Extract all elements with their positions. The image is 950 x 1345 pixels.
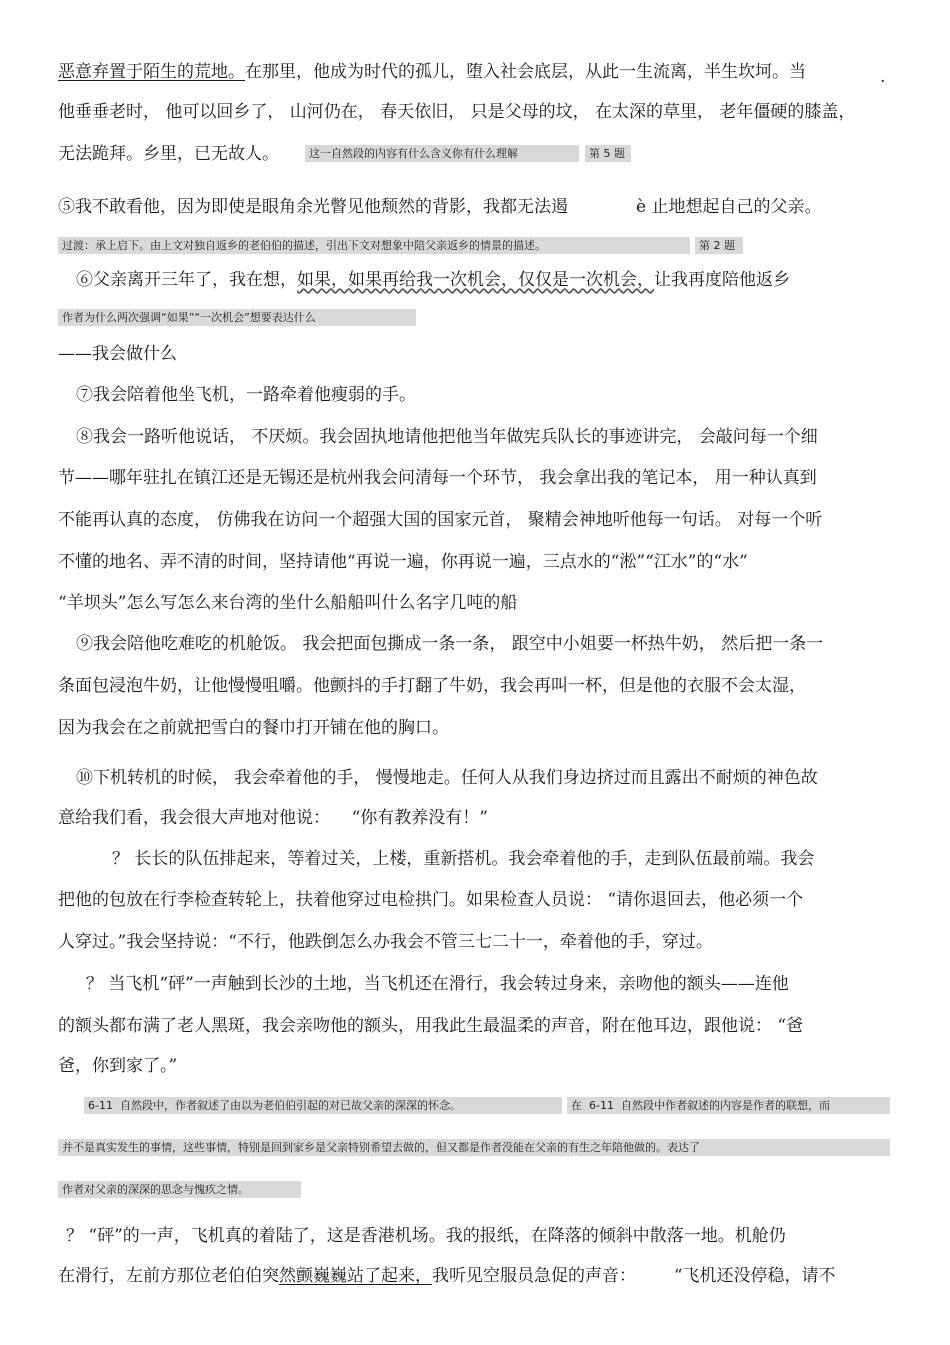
text-line: 因为我会在之前就把雪白的餐巾打开铺在他的胸口。 — [58, 718, 449, 738]
text-line: 不懂的地名、弄不清的时间，坚持请他“再说一遍，你再说一遍，三点水的“淞”“江水”的“水” — [58, 552, 748, 572]
paragraph-13: ？ “砰”的一声，飞机真的着陆了，这是香港机场。我的报纸，在降落的倾斜中散落一地。机舱仍 — [66, 1226, 786, 1246]
text-line: 他垂垂老时， 他可以回乡了， 山河仍在， 春天依旧， 只是父母的坟， 在太深的草里， 老年僵硬的膝盖， — [58, 102, 856, 122]
annotation-question-tag: 第 2 题 — [695, 237, 743, 254]
text-line: 条面包浸泡牛奶，让他慢慢咀嚼。他颤抖的手打翻了牛奶，我会再叫一杯，但是他的衣服不会太湿， — [58, 676, 806, 696]
text-line: 把他的包放在行李检查转轮上，扶着他穿过电检拱门。如果检查人员说： “请你退回去，他必须一个 — [58, 890, 804, 910]
annotation-question-tag: 第 5 题 — [585, 145, 631, 162]
text-span: ⑥父亲离开三年了，我在想， — [76, 270, 297, 290]
text-line — [58, 1265, 836, 1287]
wavy-underlined-phrase: 如果，如果再给我一次机会，仅仅是一次机会， — [297, 270, 654, 290]
text-line — [58, 61, 806, 83]
underlined-phrase: 然颤巍巍站了起来， — [279, 1266, 432, 1286]
text-line: “羊坝头”怎么写怎么来台湾的坐什么船船叫什么名字几吨的船 — [58, 593, 518, 613]
paragraph-11: ？ 长长的队伍排起来，等着过关，上楼，重新搭机。我会牵着他的手，走到队伍最前端。我会 — [112, 849, 815, 869]
paragraph-10: ⑩下机转机的时候， 我会牵着他的手， 慢慢地走。任何人从我们身边挤过而且露出不耐烦的神色故 — [76, 768, 818, 788]
text-span: 让我再度陪他返乡 — [654, 270, 790, 290]
text-line: 节——哪年驻扎在镇江还是无锡还是杭州我会问清每一个环节， 我会拿出我的笔记本， 用一种认真到 — [58, 468, 817, 488]
annotation-summary: 作者对父亲的深深的思念与愧疚之情。 — [58, 1181, 301, 1198]
text-line: 人穿过。”我会坚持说：“不行，他跌倒怎么办我会不管三七二十一，牵着他的手，穿过。 — [58, 932, 713, 952]
text-span: è 止地想起自己的父亲。 — [636, 197, 822, 217]
paragraph-6 — [76, 269, 790, 291]
stray-dot: . — [880, 67, 886, 87]
annotation-summary: 在 6-11 自然段中作者叙述的内容是作者的联想，而 — [567, 1097, 890, 1114]
annotation-comment: 过渡：承上启下。由上文对独自返乡的老伯伯的描述，引出下文对想象中陪父亲返乡的情景的描述。 — [58, 237, 690, 254]
text-line: 的额头都布满了老人黑斑，我会亲吻他的额头，用我此生最温柔的声音，附在他耳边，跟他说： “爸 — [58, 1016, 804, 1036]
paragraph-7: ⑦我会陪着他坐飞机，一路牵着他瘦弱的手。 — [76, 385, 416, 405]
paragraph-8: ⑧我会一路听他说话， 不厌烦。我会固执地请他把他当年做宪兵队长的事迹讲完， 会敲问每一个细 — [76, 427, 818, 447]
annotation-comment: 这一自然段的内容有什么含义你有什么理解 — [305, 145, 579, 162]
text-span: 我听见空服员急促的声音： “飞机还没停稳，请不 — [432, 1266, 836, 1286]
text-line: 爸，你到家了。” — [58, 1056, 178, 1076]
annotation-comment: 作者为什么两次强调“如果”“一次机会”想要表达什么 — [58, 309, 416, 326]
paragraph-9: ⑨我会陪他吃难吃的机舱饭。 我会把面包撕成一条一条， 跟空中小姐要一杯热牛奶， 然后把一条一 — [76, 634, 824, 654]
text-line: 无法跪拜。乡里，已无故人。 — [58, 144, 279, 164]
text-line: 不能再认真的态度， 仿佛我在访问一个超强大国的国家元首， 聚精会神地听他每一句话。 对每一个听 — [58, 510, 823, 530]
text-span: 在那里，他成为时代的孤儿，堕入社会底层，从此一生流离，半生坎坷。当 — [245, 62, 806, 82]
text-span: 在滑行，左前方那位老伯伯突 — [58, 1266, 279, 1286]
annotation-summary: 并不是真实发生的事情，这些事情，特别是回到家乡是父亲特别希望去做的，但又都是作者没能在父亲的有生之年陪他做的。表达了 — [58, 1139, 890, 1156]
annotation-summary: 6-11 自然段中，作者叙述了由以为老伯伯引起的对已故父亲的深深的怀念。 — [84, 1097, 562, 1114]
text-line: ——我会做什么 — [58, 344, 177, 364]
text-line: 意给我们看，我会很大声地对他说： “你有教养没有！” — [58, 808, 488, 828]
paragraph-12: ？ 当飞机“砰”一声触到长沙的土地，当飞机还在滑行，我会转过身来，亲吻他的额头——连他 — [86, 974, 789, 994]
paragraph-5: ⑤我不敢看他，因为即使是眼角余光瞥见他颓然的背影，我都无法遏 — [58, 197, 568, 217]
underlined-phrase: 恶意弃置于陌生的荒地。 — [58, 62, 245, 82]
